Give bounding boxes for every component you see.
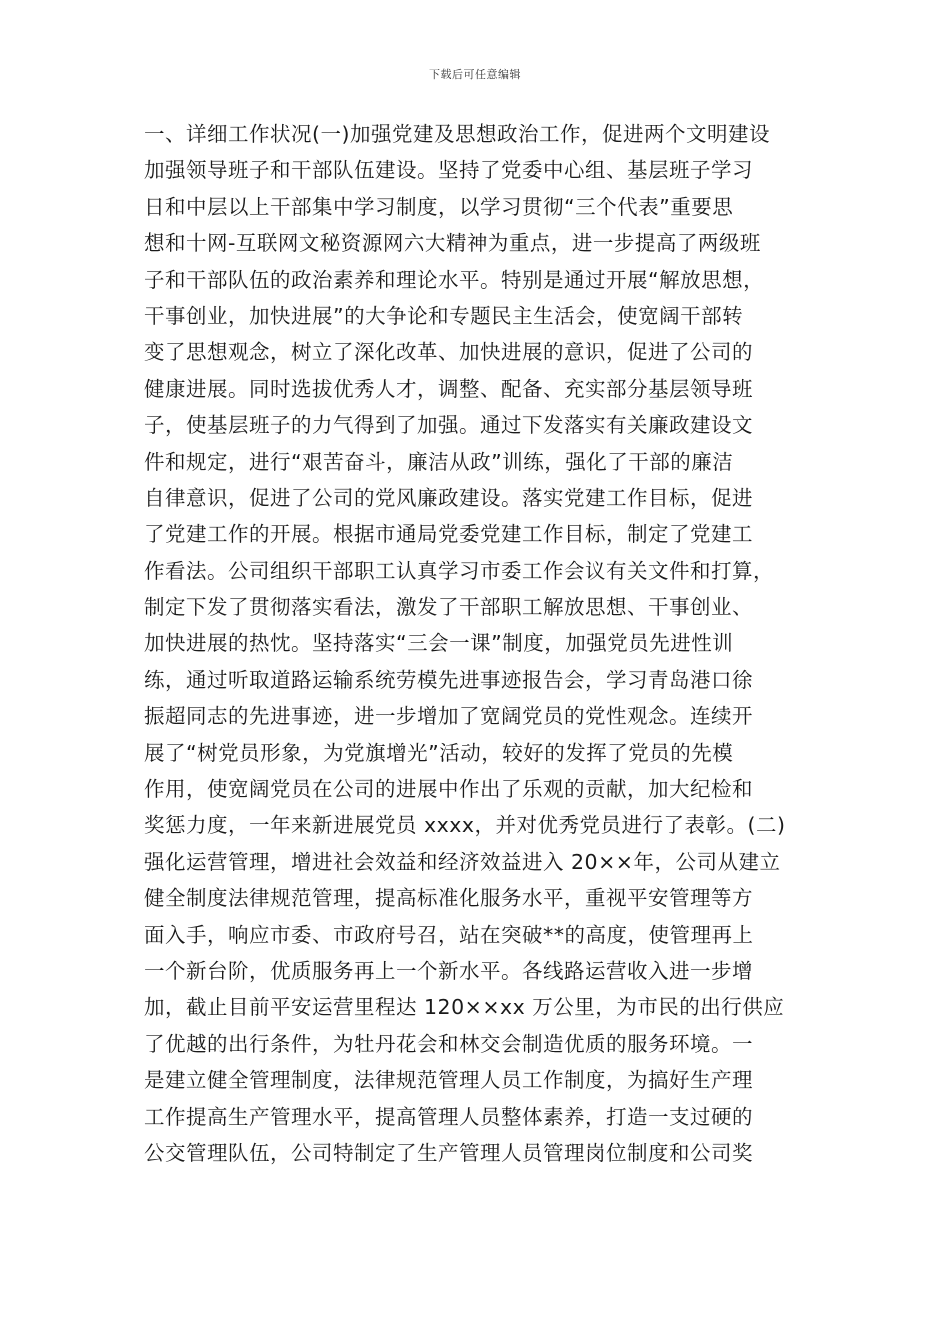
text-line: 作用，使宽阔党员在公司的进展中作出了乐观的贡献，加大纪检和 bbox=[144, 777, 753, 802]
text-line: 变了思想观念，树立了深化改革、加快进展的意识，促进了公司的 bbox=[144, 340, 753, 365]
text-line: 振超同志的先进事迹，进一步增加了宽阔党员的党性观念。连续开 bbox=[144, 704, 753, 729]
text-line: 强化运营管理，增进社会效益和经济效益进入 20××年，公司从建立 bbox=[144, 849, 781, 874]
page-header: 下载后可任意编辑 bbox=[429, 68, 521, 81]
text-line: 练，通过听取道路运输系统劳模先进事迹报告会，学习青岛港口徐 bbox=[144, 667, 753, 692]
text-line: 面入手，响应市委、市政府号召，站在突破**的高度，使管理再上 bbox=[144, 922, 754, 947]
text-line: 加强领导班子和干部队伍建设。坚持了党委中心组、基层班子学习 bbox=[144, 158, 753, 183]
text-line: 一、详细工作状况(一)加强党建及思想政治工作，促进两个文明建设 bbox=[144, 122, 770, 146]
text-line: 子，使基层班子的力气得到了加强。通过下发落实有关廉政建设文 bbox=[144, 413, 753, 438]
text-line: 加快进展的热忱。坚持落实“三会一课”制度，加强党员先进性训 bbox=[144, 631, 734, 656]
text-line: 子和干部队伍的政治素养和理论水平。特别是通过开展“解放思想， bbox=[144, 267, 765, 292]
text-line: 一个新台阶，优质服务再上一个新水平。各线路运营收入进一步增 bbox=[144, 958, 753, 983]
body-text bbox=[144, 116, 824, 1171]
text-line: 作看法。公司组织干部职工认真学习市委工作会议有关文件和打算， bbox=[144, 558, 774, 583]
text-line: 工作提高生产管理水平，提高管理人员整体素养，打造一支过硬的 bbox=[144, 1104, 753, 1129]
text-line: 了优越的出行条件，为牡丹花会和林交会制造优质的服务环境。一 bbox=[144, 1031, 753, 1056]
text-line: 展了“树党员形象，为党旗增光”活动，较好的发挥了党员的先模 bbox=[144, 740, 734, 765]
text-line: 想和十网-互联网文秘资源网六大精神为重点，进一步提高了两级班 bbox=[144, 231, 761, 256]
text-line: 健康进展。同时选拔优秀人才，调整、配备、充实部分基层领导班 bbox=[144, 376, 753, 401]
text-line: 干事创业，加快进展”的大争论和专题民主生活会，使宽阔干部转 bbox=[144, 303, 744, 328]
text-line: 健全制度法律规范管理，提高标准化服务水平，重视平安管理等方 bbox=[144, 886, 753, 911]
text-line: 件和规定，进行“艰苦奋斗，廉洁从政”训练，强化了干部的廉洁 bbox=[144, 449, 734, 474]
text-line: 公交管理队伍，公司特制定了生产管理人员管理岗位制度和公司奖 bbox=[144, 1140, 753, 1165]
text-line: 日和中层以上干部集中学习制度，以学习贯彻“三个代表”重要思 bbox=[144, 194, 734, 219]
text-line: 了党建工作的开展。根据市通局党委党建工作目标，制定了党建工 bbox=[144, 522, 753, 547]
text-line: 自律意识，促进了公司的党风廉政建设。落实党建工作目标，促进 bbox=[144, 485, 753, 510]
text-line: 奖惩力度，一年来新进展党员 xxxx，并对优秀党员进行了表彰。(二) bbox=[144, 813, 786, 838]
text-line: 是建立健全管理制度，法律规范管理人员工作制度，为搞好生产理 bbox=[144, 1068, 753, 1093]
text-line: 制定下发了贯彻落实看法，激发了干部职工解放思想、干事创业、 bbox=[144, 595, 753, 620]
text-line: 加，截止目前平安运营里程达 120××xx 万公里，为市民的出行供应 bbox=[144, 995, 785, 1020]
